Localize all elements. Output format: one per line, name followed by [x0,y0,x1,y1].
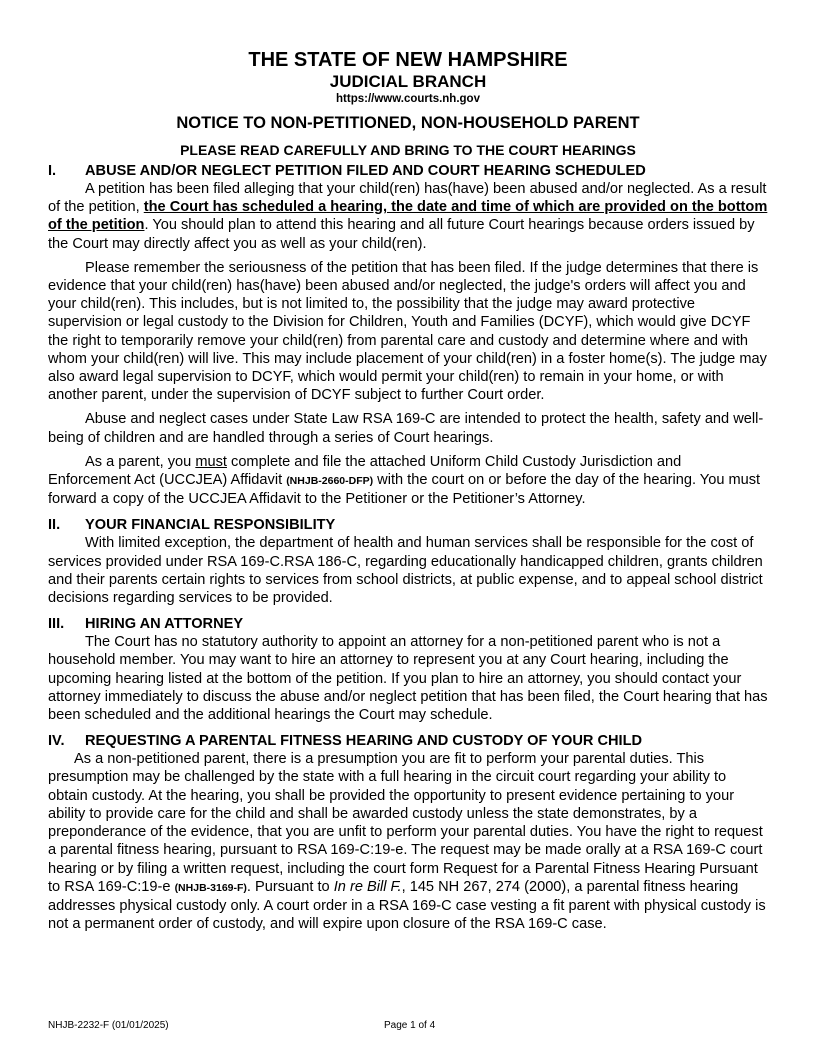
paragraph: The Court has no statutory authority to appoint an attorney for a non-petitioned parent who is not a household member. You may want to hire an attorney to represent you at any Court hearing, including the upcoming hearing listed at the bottom of the petition. If you plan to hire an attorney, you should contact your attorney immediately to discuss the abuse and/or neglect petition that has been filed, the Court hearing that has been scheduled and the additional hearings the Court may schedule. [48,634,768,724]
section-attorney [48,615,768,724]
section-heading [48,732,768,750]
branch-heading: JUDICIAL BRANCH [329,72,487,91]
section-parental-fitness [48,732,768,933]
paragraph: Please remember the seriousness of the petition that has been filed. If the judge determines that there is evidence that your child(ren) has(have) been abused and/or neglected, the judge's orders will affect you and your child(ren). This includes, but is not limited to, the possibility that the judge may award protective supervision or legal custody to the Division for Children, Youth and Families (DCYF), which would give DCYF the right to temporarily remove your child(ren) from parental care and custody and determine where and with whom your child(ren) will live. This may include placement of your child(ren) in a foster home(s). The judge may also award legal supervision to DCYF, which would permit your child(ren) to remain in your home, or with another parent, under the supervision of DCYF subject to further Court order. [48,259,767,404]
paragraph [48,750,768,933]
section-title: REQUESTING A PARENTAL FITNESS HEARING AND CUSTODY OF YOUR CHILD [85,733,643,750]
paragraph: With limited exception, the department of health and human services shall be responsible for the cost of services provided under RSA 169-C.RSA 186-C, regarding educationally handicapped children, grants children and their parents certain rights to services from school districts, at public expense, and to appeal school district decisions regarding services to be provided. [48,535,763,607]
section-number: I. [48,163,57,179]
section-title: YOUR FINANCIAL RESPONSIBILITY [85,517,336,534]
section-title: ABUSE AND/OR NEGLECT PETITION FILED AND COURT HEARING SCHEDULED [85,163,646,179]
document-page [48,48,768,933]
section-financial [48,516,768,607]
page-number: Page 1 of 4 [384,1020,436,1031]
section-heading [48,516,768,534]
text-run: As a non-petitioned parent, there is a presumption you are fit to perform your parental duties. This presumption may be challenged by the state with a full hearing in the circuit court regarding your ability to obtain custody. At the hearing, you shall be provided the opportunity to present evidence pertaining to your ability to provide care for the child and shall be awarded custody unless the state demonstrates, by a preponderance of the evidence, that you are unfit to perform your parental duties. You have the right to request a parental fitness hearing, pursuant to RSA 169-C:19-e. The request may be made orally at a RSA 169-C court hearing or by filing a written request, including the court form Request for a Parental Fitness Hearing Pursuant to RSA 169-C:19-e [48,751,763,895]
court-url[interactable]: https://www.courts.nh.gov [336,93,480,105]
form-id: NHJB-2232-F (01/01/2025) [48,1020,169,1031]
section-number: II. [48,517,61,534]
text-run: . You should plan to attend this hearing and all future Court hearings because orders issued by the Court may directly affect you as well as your child(ren). [48,217,755,252]
section-number: IV. [48,733,65,750]
paragraph [48,180,768,253]
form-reference: (NHJB-2660-DFP) [286,475,374,488]
section-title: HIRING AN ATTORNEY [85,616,244,633]
state-heading: THE STATE OF NEW HAMPSHIRE [248,49,568,71]
text-run: with the court on or before the day of the hearing. You must forward a copy of the UCCJEA Affidavit to the Petitioner or the Petitioner’s Attorney. [48,472,761,508]
paragraph: Abuse and neglect cases under State Law RSA 169-C are intended to protect the health, safety and well-being of children and are handled through a series of Court hearings. [48,411,764,446]
notice-subtitle: PLEASE READ CAREFULLY AND BRING TO THE COURT HEARINGS [180,142,636,158]
emphasized-text: the Court has scheduled a hearing, the date and time of which are provided on the bottom of the petition [48,199,768,234]
section-number: III. [48,616,65,633]
section-heading [48,615,768,633]
underlined-text: must [195,453,227,470]
text-run: complete and file the attached Uniform Child Custody Jurisdiction and Enforcement Act (UCCJEA) Affidavit [48,453,682,489]
section-heading [48,162,768,180]
text-run: As a parent, you [85,453,196,470]
paragraph [48,453,768,509]
section-abuse-neglect [48,162,768,508]
case-citation: In re Bill F. [333,878,402,895]
notice-title: NOTICE TO NON-PETITIONED, NON-HOUSEHOLD PARENT [176,114,640,132]
form-reference: (NHJB-3169-F) [174,881,247,894]
text-run: A petition has been filed alleging that your child(ren) has(have) been abused and/or neglected. As a result of the petition, [48,181,767,216]
text-run: , 145 NH 267, 274 (2000), a parental fitness hearing addresses physical custody only. A court order in a RSA 169-C case vesting a fit parent with physical custody is not a permanent order of custody, and will expire upon closure of the RSA 169-C case. [48,878,766,933]
text-run: . Pursuant to [246,878,334,895]
